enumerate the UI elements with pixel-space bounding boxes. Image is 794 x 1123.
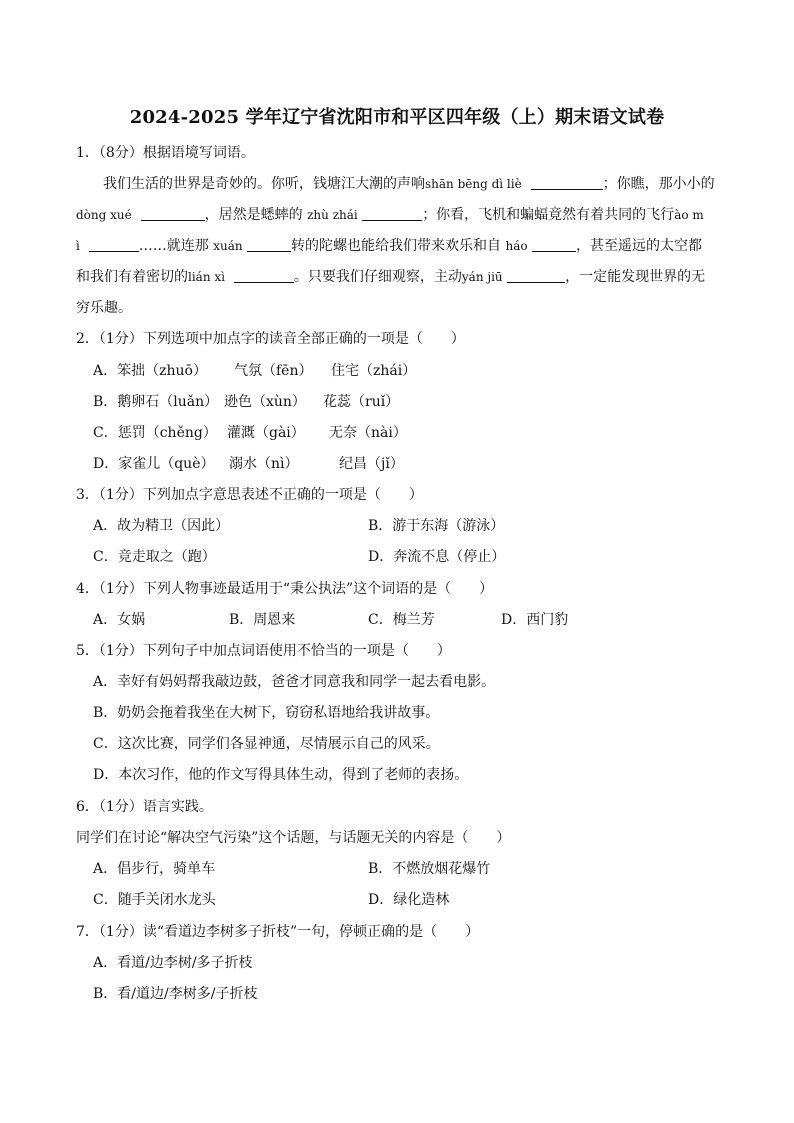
answer-blank[interactable]	[507, 267, 565, 283]
q6-option-c[interactable]: C．随手关闭水龙头	[93, 892, 216, 908]
q4-option-a[interactable]: A．女娲	[93, 612, 146, 628]
page-title: 2024-2025 学年辽宁省沈阳市和平区四年级（上）期末语文试卷	[129, 107, 665, 128]
q1-line-4: 和我们有着密切的lián xì 。只要我们仔细观察，主动yán jiū ，一定能发现世界的无	[76, 269, 706, 285]
q5-option-b[interactable]: B．奶奶会拖着我坐在大树下，窃窃私语地给我讲故事。	[93, 705, 440, 721]
q3-option-b[interactable]: B．游于东海（游泳）	[368, 518, 505, 534]
q2-option-a[interactable]: A．笨拙（zhuō） 气氛（fēn） 住宅（zhái）	[93, 363, 417, 379]
q4-option-c[interactable]: C．梅兰芳	[368, 612, 435, 628]
answer-blank[interactable]	[89, 236, 139, 252]
q5-stem: 5．（1分）下列句子中加点词语使用不恰当的一项是（ ）	[76, 643, 451, 659]
q2-option-b[interactable]: B．鹅卵石（luǎn） 逊色（xùn） 花蕊（ruǐ）	[93, 394, 400, 410]
q3-option-d[interactable]: D．奔流不息（停止）	[368, 549, 506, 565]
q4-option-b[interactable]: B．周恩来	[229, 612, 296, 628]
q5-option-c[interactable]: C．这次比赛，同学们各显神通，尽情展示自己的风采。	[93, 736, 440, 752]
answer-blank[interactable]	[531, 174, 603, 190]
answer-blank[interactable]	[532, 236, 576, 252]
q1-line-2: dòng xué ，居然是蟋蟀的 zhù zhái ；你看，飞机和蝙蝠竟然有着共同的飞行ào m	[76, 207, 704, 223]
answer-blank[interactable]	[362, 205, 422, 221]
q5-option-d[interactable]: D．本次习作，他的作文写得具体生动，得到了老师的表扬。	[93, 767, 469, 783]
q1-line-1: 我们生活的世界是奇妙的。你听，钱塘江大潮的声响shān bēng dì liè ；你瞧，那小小的	[103, 176, 715, 192]
q7-option-a[interactable]: A．看道/边李树/多子折枝	[93, 955, 253, 971]
answer-blank[interactable]	[247, 236, 291, 252]
q7-option-b[interactable]: B．看/道边/李树多/子折枝	[93, 986, 258, 1002]
q3-stem: 3．（1分）下列加点字意思表述不正确的一项是（ ）	[76, 487, 423, 503]
q7-stem: 7．（1分）读“看道边李树多子折枝”一句，停顿正确的是（ ）	[76, 924, 480, 940]
q4-stem: 4．（1分）下列人物事迹最适用于“秉公执法”这个词语的是（ ）	[76, 581, 494, 597]
q3-option-a[interactable]: A．故为精卫（因此）	[93, 518, 230, 534]
answer-blank[interactable]	[234, 267, 294, 283]
q4-option-d[interactable]: D．西门豹	[501, 612, 569, 628]
q2-option-c[interactable]: C．惩罚（chěng） 灌溉（gài） 无奈（nài）	[93, 425, 407, 441]
q1-line-3: ì ……就连那 xuán 转的陀螺也能给我们带来欢乐和自 háo ，甚至遥远的太空都	[76, 238, 703, 254]
q6-option-b[interactable]: B．不燃放烟花爆竹	[368, 861, 491, 877]
q5-option-a[interactable]: A．幸好有妈妈帮我敲边鼓，爸爸才同意我和同学一起去看电影。	[93, 674, 496, 690]
q1-stem: 1．（8分）根据语境写词语。	[76, 145, 255, 161]
q2-stem: 2．（1分）下列选项中加点字的读音全部正确的一项是（ ）	[76, 331, 465, 347]
q6-stem: 6．（1分）语言实践。	[76, 799, 213, 815]
q1-line-5: 穷乐趣。	[76, 300, 132, 316]
q6-option-a[interactable]: A．倡步行，骑单车	[93, 861, 216, 877]
answer-blank[interactable]	[141, 205, 205, 221]
q2-option-d[interactable]: D．家雀儿（què） 溺水（nì） 纪昌（jǐ）	[93, 456, 404, 472]
q6-subquestion: 同学们在讨论“解决空气污染”这个话题，与话题无关的内容是（ ）	[76, 830, 511, 846]
q6-option-d[interactable]: D．绿化造林	[368, 892, 450, 908]
q3-option-c[interactable]: C．竞走取之（跑）	[93, 549, 216, 565]
